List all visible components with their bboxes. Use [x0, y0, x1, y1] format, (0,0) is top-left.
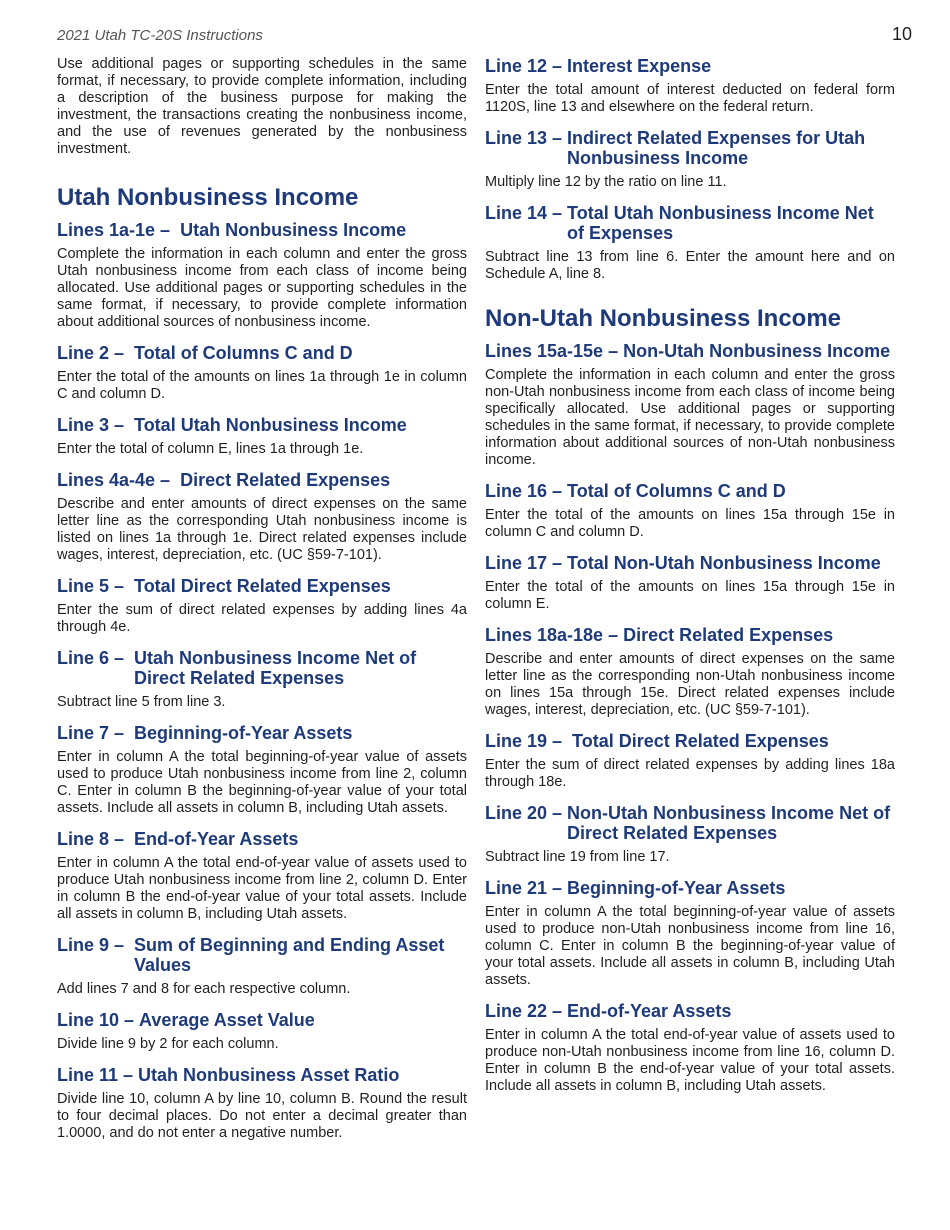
- line-label: Lines 1a-1e –: [57, 220, 181, 240]
- intro-paragraph: Use additional pages or supporting schedules in the same format, if necessary, to provide complete information, including a description of the business purpose for making the investment, the transactions creating the nonbusiness income, and the use of revenues generated by the nonbusiness investment.: [57, 56, 467, 157]
- line-description: Divide line 9 by 2 for each column.: [57, 1036, 279, 1052]
- line-label: Line 16 –: [485, 481, 568, 501]
- line-label: Line 12 –: [485, 56, 568, 76]
- line-label: Line 20 –: [485, 803, 568, 823]
- line-label: Line 8 –: [57, 829, 135, 849]
- line-heading: [57, 576, 467, 596]
- line-title: Indirect Related Expenses for Utah Nonbusiness Income: [567, 128, 866, 168]
- instruction-entry: [485, 731, 895, 791]
- left-entries: [57, 220, 467, 1142]
- line-heading: [57, 470, 467, 490]
- line-title: Utah Nonbusiness Income Net of Direct Related Expenses: [134, 648, 417, 688]
- right-entries: [485, 341, 895, 1095]
- line-title: Total Utah Nonbusiness Income Net of Expenses: [567, 203, 874, 243]
- line-heading: [485, 731, 895, 751]
- section-heading-utah-nonbusiness-income: Utah Nonbusiness Income: [57, 184, 359, 211]
- instruction-entry: [485, 128, 895, 191]
- instruction-entry: [57, 576, 467, 636]
- line-title: Interest Expense: [567, 56, 712, 76]
- line-heading: [485, 878, 895, 898]
- line-heading: [57, 220, 467, 240]
- line-label: Line 14 –: [485, 203, 568, 223]
- page-number: 10: [891, 24, 912, 44]
- line-description: Enter in column A the total beginning-of-year value of assets used to produce Utah nonbusiness income from line 2, column C. Enter in column B the beginning-of-year value of your total assets. Include all assets in column B, including Utah assets.: [57, 749, 467, 816]
- line-description: Enter in column A the total beginning-of-year value of assets used to produce non-Utah nonbusiness income from line 16, column C. Enter in column B the beginning-of-year value of your total assets. Include all assets in column B, including Utah assets.: [485, 904, 895, 988]
- instruction-entry: [485, 481, 895, 541]
- line-description: Add lines 7 and 8 for each respective column.: [57, 981, 351, 997]
- instruction-entry: [485, 878, 895, 989]
- line-description: Enter the sum of direct related expenses by adding lines 4a through 4e.: [57, 602, 467, 635]
- right-top-entries: [485, 56, 895, 283]
- line-description: Enter in column A the total end-of-year value of assets used to produce non-Utah nonbusiness income from line 16, column D. Enter in column B the end-of-year value of your total assets. Include all assets in column B, including Utah assets.: [485, 1027, 895, 1094]
- line-title: Total of Columns C and D: [567, 481, 786, 501]
- line-description: Enter the sum of direct related expenses by adding lines 18a through 18e.: [485, 757, 895, 790]
- line-title: Beginning-of-Year Assets: [567, 878, 786, 898]
- line-title: Total of Columns C and D: [134, 343, 353, 363]
- right-column: [485, 56, 895, 1095]
- section-heading-non-utah-nonbusiness-income: Non-Utah Nonbusiness Income: [485, 305, 842, 332]
- line-description: Describe and enter amounts of direct expenses on the same letter line as the corresponding non-Utah nonbusiness income on lines 15a through 15e. Direct related expenses include wages, interest, depreciation, etc. (UC §59-7-101).: [485, 651, 895, 718]
- line-label: Line 6 –: [57, 648, 135, 668]
- instruction-entry: [57, 220, 467, 331]
- line-label: Line 11 –: [57, 1065, 139, 1085]
- instruction-entry: [57, 648, 467, 711]
- line-heading: [57, 648, 467, 688]
- line-title: Beginning-of-Year Assets: [134, 723, 353, 743]
- line-description: Enter the total amount of interest deducted on federal form 1120S, line 13 and elsewhere on the federal return.: [485, 82, 895, 115]
- line-description: Subtract line 19 from line 17.: [485, 849, 670, 865]
- instruction-entry: [485, 1001, 895, 1095]
- instruction-entry: [57, 935, 467, 998]
- instruction-entry: [485, 56, 895, 116]
- line-title: Direct Related Expenses: [180, 470, 391, 490]
- line-heading: [485, 803, 895, 843]
- line-heading: [57, 935, 467, 975]
- instruction-entry: [57, 1065, 467, 1142]
- line-description: Divide line 10, column A by line 10, column B. Round the result to four decimal places. Do not enter a decimal greater than 1.0000, and do not enter a negative number.: [57, 1091, 467, 1141]
- line-label: Line 9 –: [57, 935, 135, 955]
- line-description: Multiply line 12 by the ratio on line 11.: [485, 174, 727, 190]
- instruction-entry: [57, 343, 467, 403]
- line-description: Enter the total of the amounts on lines 15a through 15e in column C and column D.: [485, 507, 895, 540]
- line-description: Enter the total of the amounts on lines 15a through 15e in column E.: [485, 579, 895, 612]
- line-title: Direct Related Expenses: [623, 625, 834, 645]
- line-label: Line 21 –: [485, 878, 568, 898]
- line-description: Subtract line 13 from line 6. Enter the amount here and on Schedule A, line 8.: [485, 249, 895, 282]
- instruction-entry: [57, 470, 467, 564]
- line-heading: [485, 625, 895, 645]
- line-title: End-of-Year Assets: [567, 1001, 732, 1021]
- line-description: Enter in column A the total end-of-year value of assets used to produce Utah nonbusiness income from line 2, column D. Enter in column B the end-of-year value of your total assets. Include all assets in column B, including Utah assets.: [57, 855, 467, 922]
- line-heading: [485, 553, 895, 573]
- line-description: Describe and enter amounts of direct expenses on the same letter line as the corresponding Utah nonbusiness income is listed on lines 1a through 1e. Direct related expenses include wages, interest, depreciation, etc. (UC §59-7-101).: [57, 496, 467, 563]
- line-heading: [57, 1065, 467, 1085]
- line-heading: [485, 1001, 895, 1021]
- line-description: Complete the information in each column and enter the gross non-Utah nonbusiness income from each class of income being specifically allocated. Use additional pages or supporting schedules in the same format, if necessary, to provide complete information about additional sources of non-Utah nonbusiness income.: [485, 367, 895, 468]
- line-title: Non-Utah Nonbusiness Income: [623, 341, 891, 361]
- line-label: Line 5 –: [57, 576, 135, 596]
- line-label: Lines 15a-15e –: [485, 341, 624, 361]
- line-label: Line 3 –: [57, 415, 135, 435]
- line-title: Total Non-Utah Nonbusiness Income: [567, 553, 881, 573]
- line-heading: [485, 128, 895, 168]
- line-label: Lines 18a-18e –: [485, 625, 624, 645]
- line-heading: [485, 203, 895, 243]
- line-title: Average Asset Value: [139, 1010, 315, 1030]
- line-title: Non-Utah Nonbusiness Income Net of Direct Related Expenses: [567, 803, 891, 843]
- line-heading: [485, 341, 895, 361]
- line-label: Lines 4a-4e –: [57, 470, 181, 490]
- line-heading: [485, 481, 895, 501]
- line-title: End-of-Year Assets: [134, 829, 299, 849]
- line-heading: [485, 56, 895, 76]
- line-label: Line 7 –: [57, 723, 135, 743]
- instruction-entry: [57, 415, 467, 458]
- instruction-entry: [485, 203, 895, 283]
- line-description: Enter the total of column E, lines 1a through 1e.: [57, 441, 364, 457]
- line-heading: [57, 723, 467, 743]
- instruction-entry: [485, 553, 895, 613]
- line-description: Subtract line 5 from line 3.: [57, 694, 226, 710]
- left-column: [57, 56, 467, 1142]
- line-label: Line 13 –: [485, 128, 568, 148]
- instruction-entry: [57, 829, 467, 923]
- line-title: Total Direct Related Expenses: [572, 731, 829, 751]
- line-title: Utah Nonbusiness Income: [180, 220, 407, 240]
- line-heading: [57, 829, 467, 849]
- line-title: Total Utah Nonbusiness Income: [134, 415, 407, 435]
- line-label: Line 10 –: [57, 1010, 140, 1030]
- line-label: Line 17 –: [485, 553, 568, 573]
- instruction-entry: [485, 341, 895, 469]
- instruction-entry: [57, 1010, 467, 1053]
- instruction-entry: [485, 803, 895, 866]
- line-label: Line 19 –: [485, 731, 573, 751]
- line-label: Line 2 –: [57, 343, 135, 363]
- line-description: Enter the total of the amounts on lines 1a through 1e in column C and column D.: [57, 369, 467, 402]
- instruction-entry: [57, 723, 467, 817]
- line-heading: [57, 1010, 467, 1030]
- instruction-entry: [485, 625, 895, 719]
- line-title: Utah Nonbusiness Asset Ratio: [138, 1065, 400, 1085]
- line-heading: [57, 415, 467, 435]
- line-title: Total Direct Related Expenses: [134, 576, 391, 596]
- line-label: Line 22 –: [485, 1001, 568, 1021]
- line-heading: [57, 343, 467, 363]
- line-title: Sum of Beginning and Ending Asset Values: [134, 935, 445, 975]
- document-header: 2021 Utah TC-20S Instructions: [57, 27, 263, 44]
- line-description: Complete the information in each column and enter the gross Utah nonbusiness income from each class of income being allocated. Use additional pages or supporting schedules in the same format, if necessary, to provide complete information about additional sources of nonbusiness income.: [57, 246, 467, 330]
